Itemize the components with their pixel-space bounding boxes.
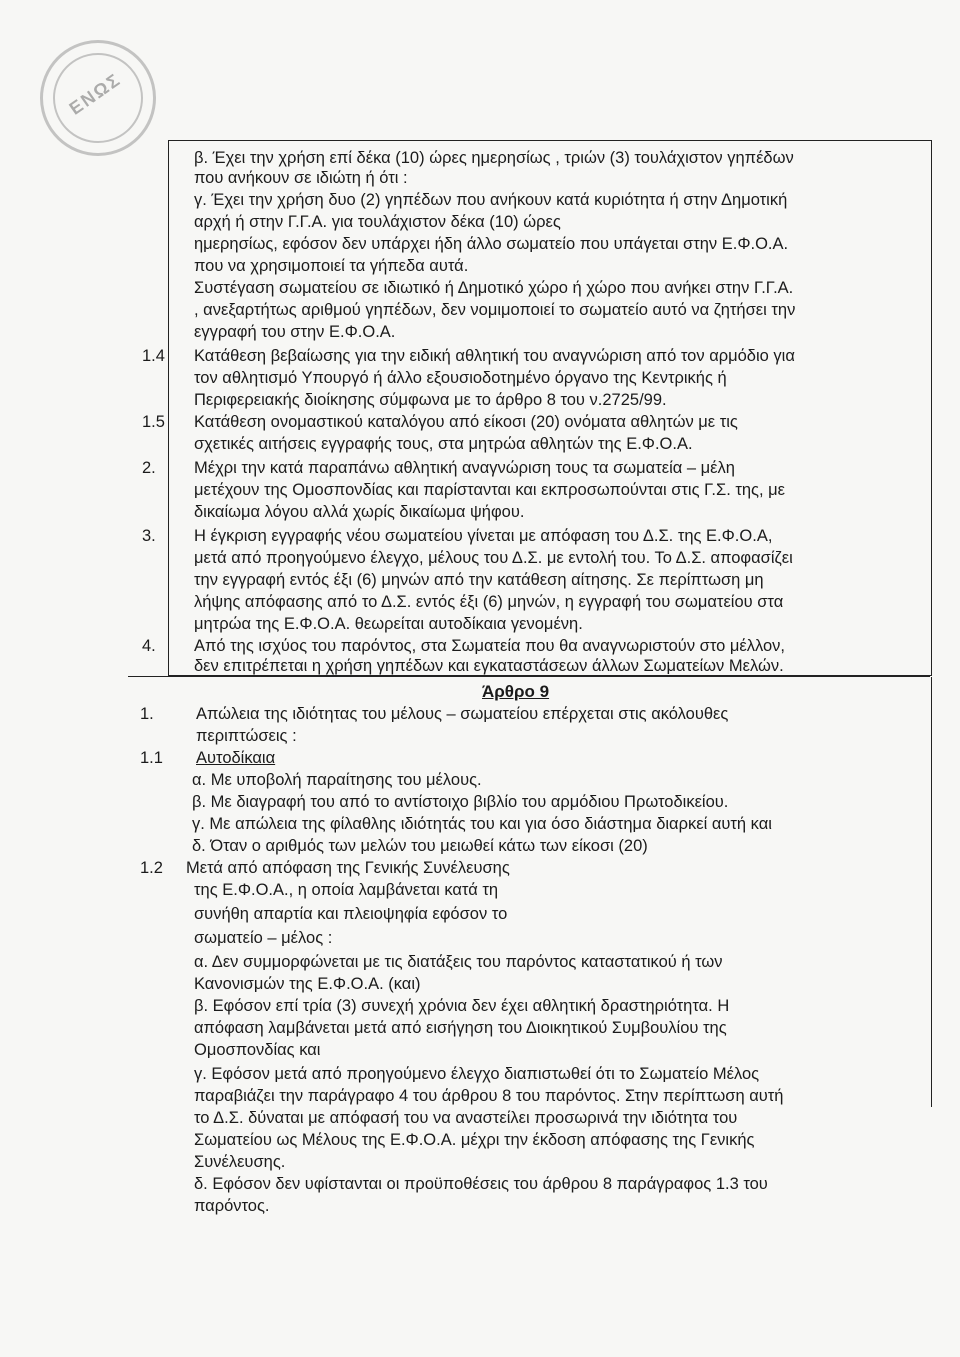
text-line: Από της ισχύος του παρόντος, στα Σωματεία που θα αναγνωριστούν στο μέλλον,: [194, 637, 786, 655]
subsection-heading: Αυτοδίκαια: [196, 749, 276, 767]
text-line: γ. Με απώλεια της φίλαθλης ιδιότητάς του και για όσο διάστημα διαρκεί αυτή και: [192, 815, 772, 833]
item-number: 1.1: [140, 749, 163, 767]
item-number: 4.: [142, 637, 156, 655]
text-line: Μετά από απόφαση της Γενικής Συνέλευσης: [186, 859, 510, 877]
text-line: τον αθλητισμό Υπουργό ή άλλο εξουσιοδοτημένο όργανο της Κεντρικής ή: [194, 369, 727, 387]
text-line: σχετικές αιτήσεις εγγραφής τους, στα μητρώα αθλητών της Ε.Φ.Ο.Α.: [194, 435, 693, 453]
text-line: της Ε.Φ.Ο.Α., η οποία λαμβάνεται κατά τη: [194, 881, 499, 899]
text-line: παραβιάζει την παράγραφο 4 του άρθρου 8 του παρόντος. Στην περίπτωση αυτή: [194, 1087, 784, 1105]
text-line: Κατάθεση βεβαίωσης για την ειδική αθλητική του αναγνώριση από τον αρμόδιο για: [194, 347, 795, 365]
text-line: Περιφερειακής διοίκησης σύμφωνα με το άρθρο 8 του ν.2725/99.: [194, 391, 667, 409]
text-line: α. Δεν συμμορφώνεται με τις διατάξεις του παρόντος καταστατικού ή των: [194, 953, 723, 971]
stamp-text: ΕΝΩΣ: [65, 69, 125, 119]
text-line: δ. Εφόσον δεν υφίστανται οι προϋποθέσεις του άρθρου 8 παράγραφος 1.3 του: [194, 1175, 768, 1193]
text-line: το Δ.Σ. δύναται με απόφασή του να αναστείλει προσωρινά την ιδιότητα του: [194, 1109, 738, 1127]
text-line: μετά από προηγούμενο έλεγχο, μέλους του Δ.Σ. με εντολή του. Το Δ.Σ. αποφασίζει: [194, 549, 793, 567]
text-line: γ. Έχει την χρήση δυο (2) γηπέδων που ανήκουν κατά κυριότητα ή στην Δημοτική: [194, 191, 788, 209]
item-number: 1.2: [140, 859, 163, 877]
text-line: α. Με υποβολή παραίτησης του μέλους.: [192, 771, 482, 789]
text-line: Μέχρι την κατά παραπάνω αθλητική αναγνώριση τους τα σωματεία – μέλη: [194, 459, 735, 477]
text-line: αρχή ή στην Γ.Γ.Α. για τουλάχιστον δέκα (10) ώρες: [194, 213, 561, 231]
text-line: , ανεξαρτήτως αριθμού γηπέδων, δεν νομιμοποιεί το σωματείο αυτό να ζητήσει την: [194, 301, 796, 319]
text-line: Σωματείου ως Μέλους της Ε.Φ.Ο.Α. μέχρι την έκδοση απόφασης της Γενικής: [194, 1131, 755, 1149]
text-line: δικαίωμα λόγου αλλά χωρίς δικαίωμα ψήφου.: [194, 503, 525, 521]
text-line: γ. Εφόσον μετά από προηγούμενο έλεγχο διαπιστωθεί ότι το Σωματείο Μέλος: [194, 1065, 760, 1083]
text-line: Κανονισμών της Ε.Φ.Ο.Α. (και): [194, 975, 421, 993]
text-line: λήψης απόφασης από το Δ.Σ. εντός έξι (6) μηνών, η εγγραφή του σωματείου στα: [194, 593, 784, 611]
text-line: μετέχουν της Ομοσπονδίας και παρίστανται και εκπροσωπούνται στις Γ.Σ. της, με: [194, 481, 786, 499]
text-line: σωματείο – μέλος :: [194, 929, 333, 947]
text-line: β. Με διαγραφή του από το αντίστοιχο βιβλίο του αρμόδιου Πρωτοδικείου.: [192, 793, 729, 811]
item-number: 1.5: [142, 413, 165, 431]
text-line: δ. Όταν ο αριθμός των μελών του μειωθεί κάτω των είκοσι (20): [192, 837, 648, 855]
text-line: συνήθη απαρτία και πλειοψηφία εφόσον το: [194, 905, 508, 923]
text-line: την εγγραφή εντός έξι (6) μηνών από την κατάθεση αίτησης. Σε περίπτωση μη: [194, 571, 764, 589]
text-line: εγγραφή του στην Ε.Φ.Ο.Α.: [194, 323, 396, 341]
text-line: παρόντος.: [194, 1197, 270, 1215]
text-line: δεν επιτρέπεται η χρήση γηπέδων και εγκαταστάσεων άλλων Σωματείων Μελών.: [194, 657, 784, 675]
text-line: ημερησίως, εφόσον δεν υπάρχει ήδη άλλο σωματείο που υπάγεται στην Ε.Φ.Ο.Α.: [194, 235, 789, 253]
text-line: Ομοσπονδίας και: [194, 1041, 321, 1059]
text-line: περιπτώσεις :: [196, 727, 297, 745]
text-line: μητρώα της Ε.Φ.Ο.Α. θεωρείται αυτοδίκαια γενομένη.: [194, 615, 583, 633]
text-line: Κατάθεση ονομαστικού καταλόγου από είκοσι (20) ονόματα αθλητών με τις: [194, 413, 738, 431]
item-number: 1.: [140, 705, 154, 723]
text-line: που να χρησιμοποιεί τα γήπεδα αυτά.: [194, 257, 469, 275]
organization-stamp: [17, 17, 179, 179]
text-line: β. Εφόσον επί τρία (3) συνεχή χρόνια δεν έχει αθλητική δραστηριότητα. Η: [194, 997, 730, 1015]
article-title: Άρθρο 9: [482, 682, 550, 701]
item-number: 2.: [142, 459, 156, 477]
text-line: Συστέγαση σωματείου σε ιδιωτικό ή Δημοτικό χώρο ή χώρο που ανήκει στην Γ.Γ.Α.: [194, 279, 794, 297]
text-line: που ανήκουν σε ιδιώτη ή ότι :: [194, 169, 408, 187]
item-number: 1.4: [142, 347, 165, 365]
text-line: Η έγκριση εγγραφής νέου σωματείου γίνεται με απόφαση του Δ.Σ. της Ε.Φ.Ο.Α,: [194, 527, 773, 545]
text-line: Συνέλευσης.: [194, 1153, 286, 1171]
text-line: απόφαση λαμβάνεται μετά από εισήγηση του Διοικητικού Συμβουλίου της: [194, 1019, 727, 1037]
text-line: Απώλεια της ιδιότητας του μέλους – σωματείου επέρχεται στις ακόλουθες: [196, 705, 729, 723]
text-line: β. Έχει την χρήση επί δέκα (10) ώρες ημερησίως , τριών (3) τουλάχιστον γηπέδων: [194, 149, 794, 167]
item-number: 3.: [142, 527, 156, 545]
